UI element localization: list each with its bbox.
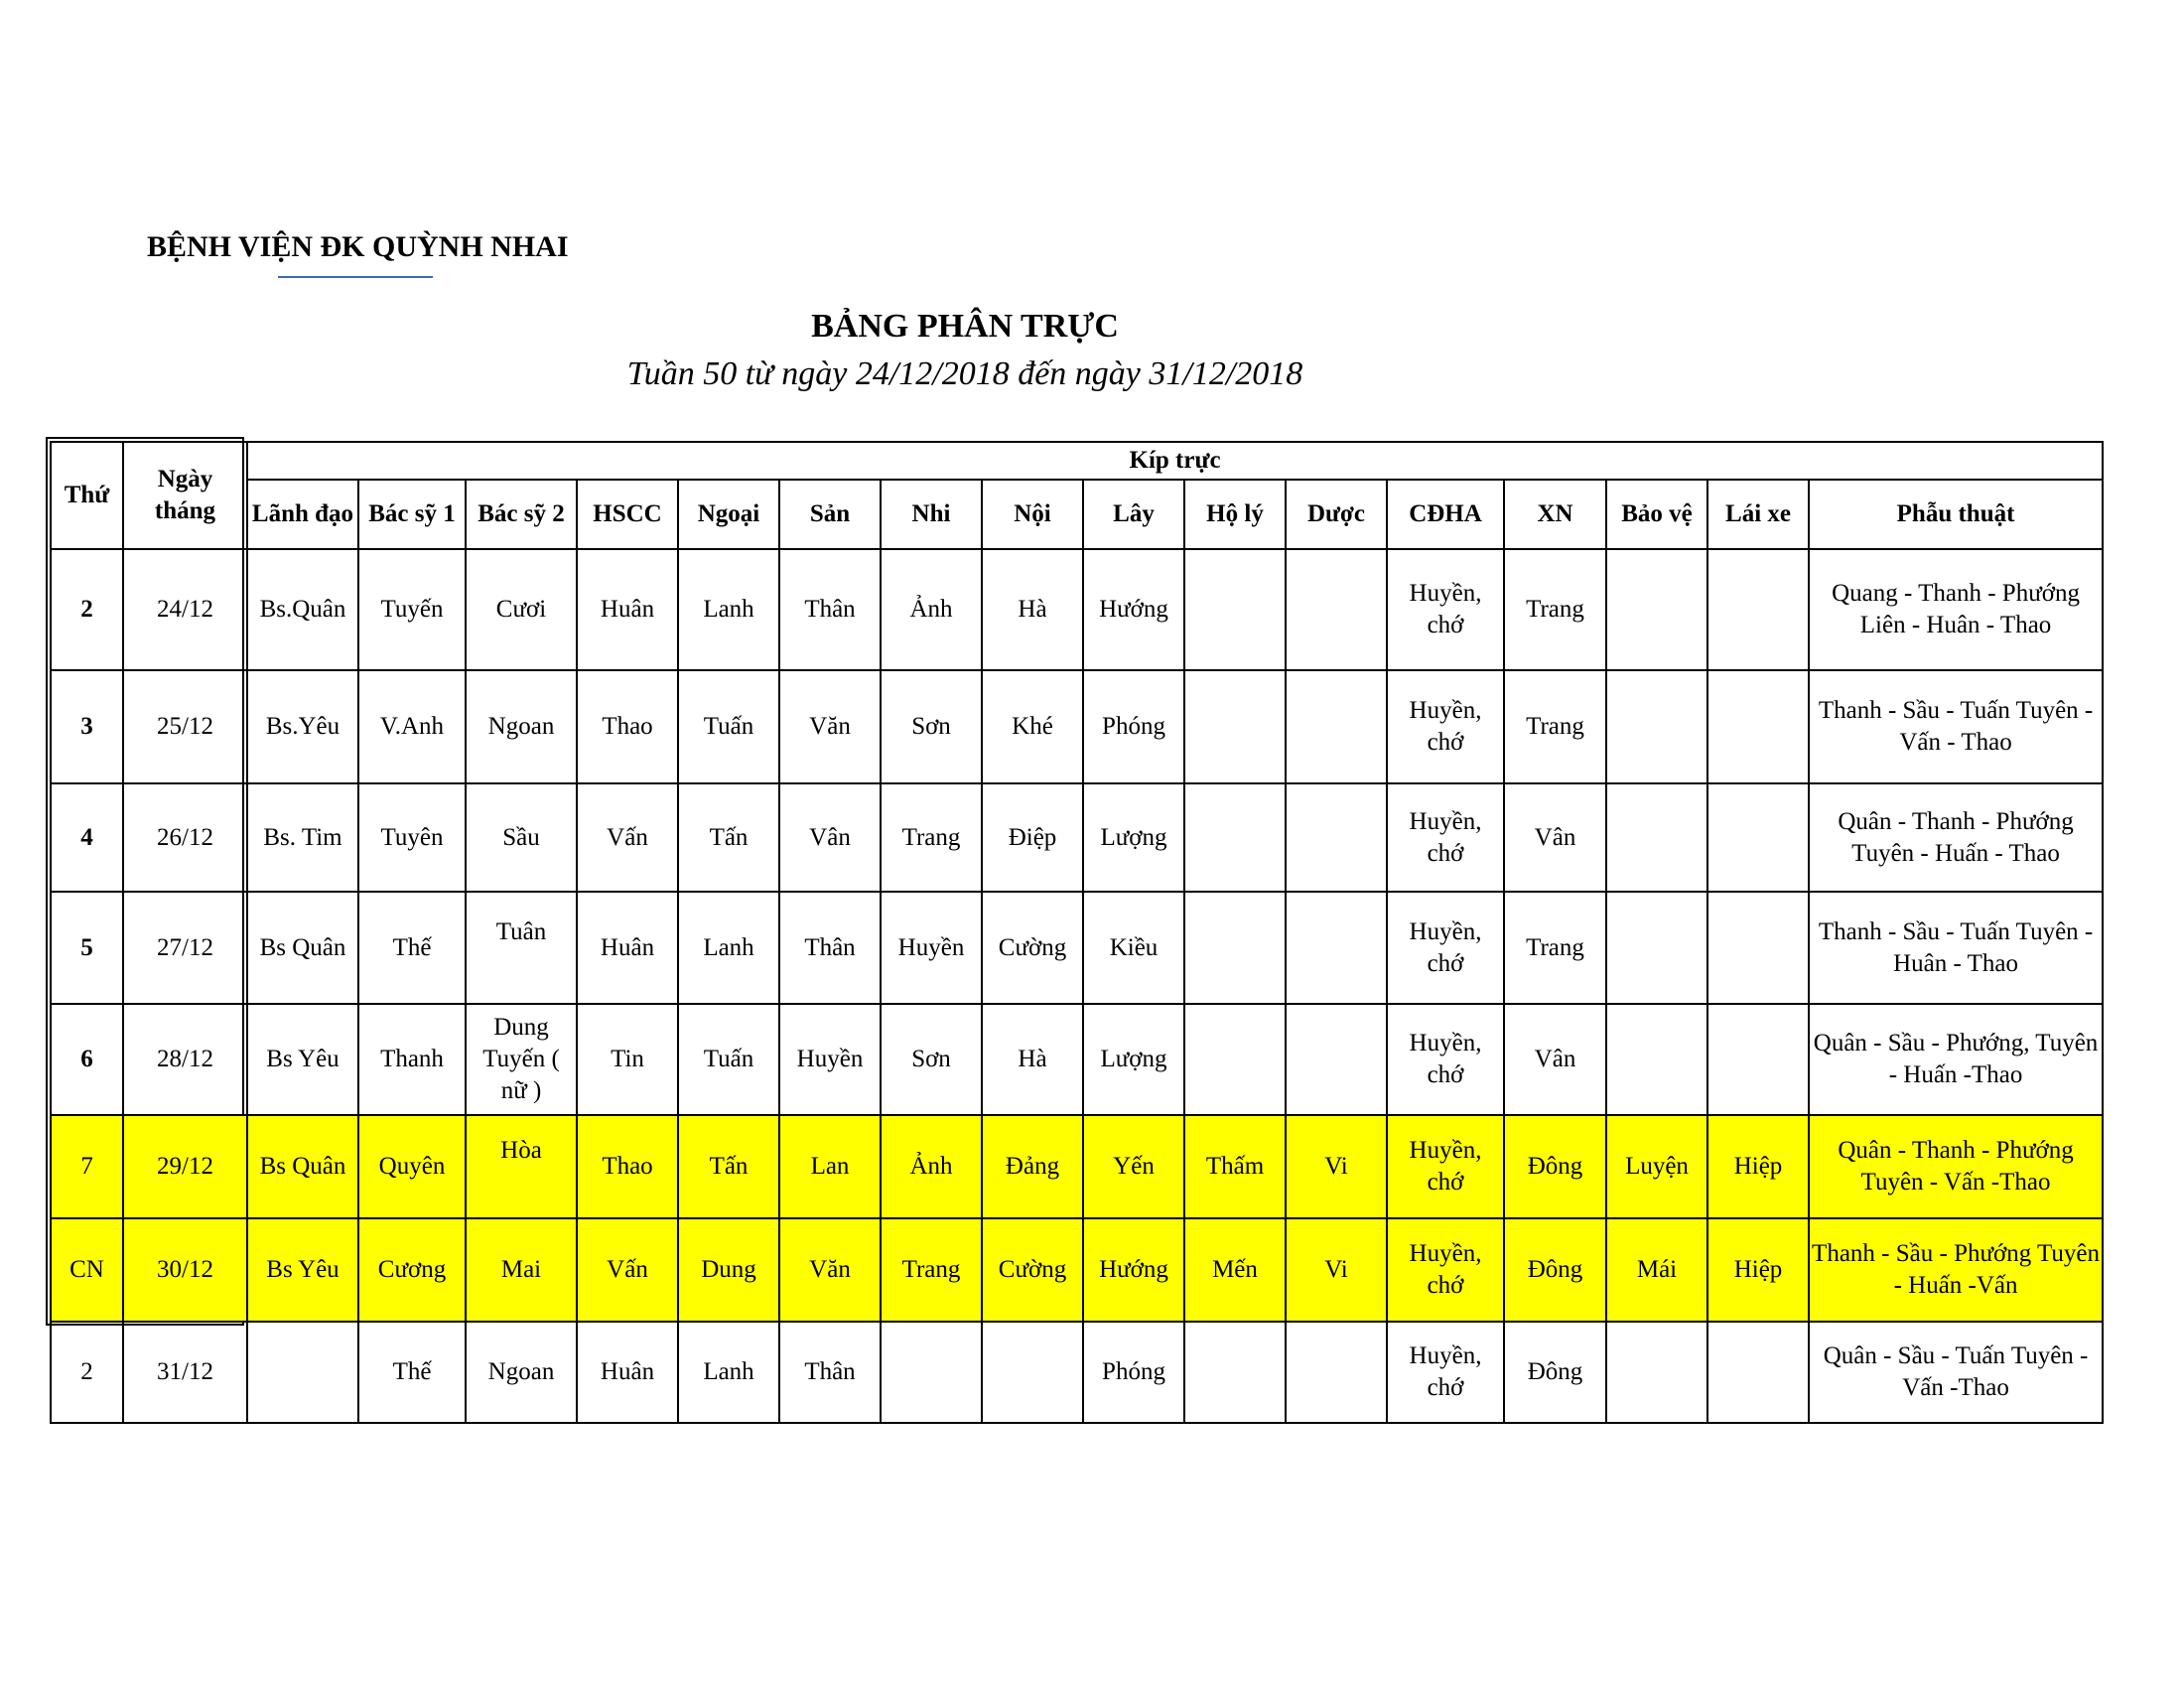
header-col-0: Lãnh đạo (247, 480, 358, 549)
hospital-underline (278, 276, 433, 278)
cell-san: Thân (779, 892, 881, 1004)
cell-lai-xe (1707, 549, 1809, 670)
cell-ngoai: Lanh (678, 1322, 779, 1423)
cell-ho-ly (1184, 549, 1286, 670)
cell-lay: Lượng (1083, 1004, 1184, 1115)
header-col-1: Bác sỹ 1 (358, 480, 466, 549)
header-col-3: HSCC (577, 480, 678, 549)
cell-bao-ve (1606, 1322, 1707, 1423)
cell-cdha: Huyền, chớ (1387, 1218, 1504, 1322)
cell-lay: Hướng (1083, 1218, 1184, 1322)
cell-xn: Đông (1504, 1115, 1606, 1218)
cell-san: Thân (779, 549, 881, 670)
cell-xn: Đông (1504, 1218, 1606, 1322)
header-col-2: Bác sỹ 2 (466, 480, 577, 549)
cell-lanh-dao: Bs.Quân (247, 549, 358, 670)
cell-hscc: Huân (577, 1322, 678, 1423)
header-col-5: Sản (779, 480, 881, 549)
table-row (51, 1115, 2103, 1218)
cell-san: Văn (779, 1218, 881, 1322)
cell-thu: 6 (51, 1004, 123, 1115)
cell-cdha: Huyền, chớ (1387, 1004, 1504, 1115)
cell-phau-thuat: Thanh - Sầu - Tuấn Tuyên - Vấn - Thao (1809, 670, 2103, 783)
header-col-12: XN (1504, 480, 1606, 549)
cell-nhi: Sơn (881, 1004, 982, 1115)
duty-roster-table (50, 441, 2104, 1424)
cell-hscc: Vấn (577, 783, 678, 892)
header-col-13: Bảo vệ (1606, 480, 1707, 549)
table-row (51, 1218, 2103, 1322)
cell-bs2: Sầu (466, 783, 577, 892)
header-col-14: Lái xe (1707, 480, 1809, 549)
cell-ngay: 24/12 (123, 549, 247, 670)
table-row (51, 1004, 2103, 1115)
cell-xn: Trang (1504, 549, 1606, 670)
table-row (51, 892, 2103, 1004)
header-col-10: Dược (1286, 480, 1387, 549)
cell-nhi: Trang (881, 1218, 982, 1322)
cell-text: Tuân (495, 917, 547, 945)
cell-lay: Lượng (1083, 783, 1184, 892)
cell-noi: Đảng (982, 1115, 1083, 1218)
cell-hscc: Vấn (577, 1218, 678, 1322)
cell-san: Vân (779, 783, 881, 892)
cell-ngay: 27/12 (123, 892, 247, 1004)
cell-ngoai: Tấn (678, 783, 779, 892)
cell-nhi: Ảnh (881, 1115, 982, 1218)
cell-lay: Kiều (1083, 892, 1184, 1004)
cell-duoc (1286, 892, 1387, 1004)
cell-cdha: Huyền, chớ (1387, 549, 1504, 670)
cell-bs1: Cương (358, 1218, 466, 1322)
cell-lai-xe: Hiệp (1707, 1218, 1809, 1322)
cell-phau-thuat: Quân - Sầu - Phướng, Tuyên - Huấn -Thao (1809, 1004, 2103, 1115)
cell-san: Huyền (779, 1004, 881, 1115)
cell-bs1: V.Anh (358, 670, 466, 783)
cell-hscc: Tin (577, 1004, 678, 1115)
cell-nhi: Huyền (881, 892, 982, 1004)
cell-lai-xe (1707, 670, 1809, 783)
cell-bao-ve (1606, 892, 1707, 1004)
cell-bs2: Mai (466, 1218, 577, 1322)
cell-lanh-dao: Bs Yêu (247, 1004, 358, 1115)
cell-phau-thuat: Quân - Sầu - Tuấn Tuyên - Vấn -Thao (1809, 1322, 2103, 1423)
cell-ngay: 30/12 (123, 1218, 247, 1322)
hospital-name: BỆNH VIỆN ĐK QUỲNH NHAI (147, 230, 569, 263)
cell-nhi: Ảnh (881, 549, 982, 670)
cell-hscc: Thao (577, 1115, 678, 1218)
document-title: BẢNG PHÂN TRỰC (811, 308, 1119, 345)
header-col-11: CĐHA (1387, 480, 1504, 549)
cell-noi: Khé (982, 670, 1083, 783)
header-col-15: Phẫu thuật (1809, 480, 2103, 549)
header-col-7: Nội (982, 480, 1083, 549)
cell-duoc (1286, 783, 1387, 892)
cell-cdha: Huyền, chớ (1387, 892, 1504, 1004)
cell-bs2: Ngoan (466, 670, 577, 783)
cell-xn: Trang (1504, 892, 1606, 1004)
cell-phau-thuat: Thanh - Sầu - Tuấn Tuyên - Huân - Thao (1809, 892, 2103, 1004)
cell-thu: 3 (51, 670, 123, 783)
cell-bs2 (466, 1115, 577, 1218)
cell-hscc: Huân (577, 549, 678, 670)
cell-thu: CN (51, 1218, 123, 1322)
cell-ho-ly (1184, 892, 1286, 1004)
cell-bs1: Tuyên (358, 783, 466, 892)
cell-thu: 2 (51, 549, 123, 670)
cell-ngoai: Lanh (678, 549, 779, 670)
cell-phau-thuat: Quân - Thanh - Phướng Tuyên - Huấn - Thao (1809, 783, 2103, 892)
cell-lanh-dao: Bs Quân (247, 892, 358, 1004)
cell-noi: Hà (982, 1004, 1083, 1115)
cell-ngoai: Tuấn (678, 1004, 779, 1115)
cell-ngay: 25/12 (123, 670, 247, 783)
cell-duoc (1286, 670, 1387, 783)
cell-lai-xe (1707, 892, 1809, 1004)
table-row (51, 549, 2103, 670)
cell-ho-ly (1184, 1004, 1286, 1115)
cell-noi: Hà (982, 549, 1083, 670)
cell-cdha: Huyền, chớ (1387, 1115, 1504, 1218)
cell-duoc (1286, 1322, 1387, 1423)
cell-thu: 5 (51, 892, 123, 1004)
cell-ho-ly (1184, 670, 1286, 783)
cell-noi: Cường (982, 892, 1083, 1004)
cell-phau-thuat: Quân - Thanh - Phướng Tuyên - Vấn -Thao (1809, 1115, 2103, 1218)
cell-nhi: Trang (881, 783, 982, 892)
cell-lanh-dao (247, 1322, 358, 1423)
cell-nhi: Sơn (881, 670, 982, 783)
cell-lay: Yến (1083, 1115, 1184, 1218)
cell-bao-ve: Mái (1606, 1218, 1707, 1322)
cell-duoc (1286, 1004, 1387, 1115)
cell-bao-ve (1606, 1004, 1707, 1115)
cell-nhi (881, 1322, 982, 1423)
cell-lay: Phóng (1083, 1322, 1184, 1423)
cell-bao-ve (1606, 783, 1707, 892)
cell-ngay: 26/12 (123, 783, 247, 892)
cell-hscc: Huân (577, 892, 678, 1004)
cell-bs1: Thanh (358, 1004, 466, 1115)
header-col-8: Lây (1083, 480, 1184, 549)
cell-ho-ly (1184, 1322, 1286, 1423)
cell-ho-ly: Mến (1184, 1218, 1286, 1322)
cell-thu: 7 (51, 1115, 123, 1218)
cell-bao-ve: Luyện (1606, 1115, 1707, 1218)
cell-ngay: 29/12 (123, 1115, 247, 1218)
cell-lanh-dao: Bs Yêu (247, 1218, 358, 1322)
cell-san: Lan (779, 1115, 881, 1218)
cell-ngoai: Dung (678, 1218, 779, 1322)
cell-ho-ly: Thấm (1184, 1115, 1286, 1218)
cell-thu: 4 (51, 783, 123, 892)
table-row (51, 1322, 2103, 1423)
header-col-4: Ngoại (678, 480, 779, 549)
cell-xn: Vân (1504, 783, 1606, 892)
cell-xn: Vân (1504, 1004, 1606, 1115)
cell-lai-xe (1707, 783, 1809, 892)
cell-bao-ve (1606, 670, 1707, 783)
cell-bs1: Thế (358, 892, 466, 1004)
cell-duoc (1286, 549, 1387, 670)
cell-bs1: Quyên (358, 1115, 466, 1218)
cell-phau-thuat: Quang - Thanh - Phướng Liên - Huân - Thao (1809, 549, 2103, 670)
cell-noi: Điệp (982, 783, 1083, 892)
cell-cdha: Huyền, chớ (1387, 1322, 1504, 1423)
cell-bao-ve (1606, 549, 1707, 670)
cell-lay: Hướng (1083, 549, 1184, 670)
cell-duoc: Vi (1286, 1218, 1387, 1322)
cell-text: Hòa (500, 1137, 542, 1164)
cell-cdha: Huyền, chớ (1387, 783, 1504, 892)
cell-bs1: Thế (358, 1322, 466, 1423)
cell-thu: 2 (51, 1322, 123, 1423)
cell-xn: Trang (1504, 670, 1606, 783)
cell-noi (982, 1322, 1083, 1423)
cell-lai-xe: Hiệp (1707, 1115, 1809, 1218)
cell-cdha: Huyền, chớ (1387, 670, 1504, 783)
cell-bs1: Tuyến (358, 549, 466, 670)
cell-ngoai: Tuấn (678, 670, 779, 783)
cell-duoc: Vi (1286, 1115, 1387, 1218)
cell-lai-xe (1707, 1004, 1809, 1115)
header-thu: Thứ (51, 442, 123, 549)
cell-lanh-dao: Bs.Yêu (247, 670, 358, 783)
cell-hscc: Thao (577, 670, 678, 783)
cell-bs2 (466, 892, 577, 1004)
header-col-9: Hộ lý (1184, 480, 1286, 549)
cell-ngoai: Lanh (678, 892, 779, 1004)
cell-bs2: Ngoan (466, 1322, 577, 1423)
table-row (51, 783, 2103, 892)
cell-ngay: 31/12 (123, 1322, 247, 1423)
cell-bs2: Dung Tuyến ( nữ ) (466, 1004, 577, 1115)
cell-ho-ly (1184, 783, 1286, 892)
cell-san: Văn (779, 670, 881, 783)
cell-lay: Phóng (1083, 670, 1184, 783)
cell-ngay: 28/12 (123, 1004, 247, 1115)
cell-lai-xe (1707, 1322, 1809, 1423)
cell-san: Thân (779, 1322, 881, 1423)
header-col-6: Nhi (881, 480, 982, 549)
header-ngay-thang: Ngày tháng (123, 442, 247, 549)
cell-xn: Đông (1504, 1322, 1606, 1423)
cell-lanh-dao: Bs Quân (247, 1115, 358, 1218)
cell-lanh-dao: Bs. Tim (247, 783, 358, 892)
header-kip-truc: Kíp trực (247, 442, 2103, 480)
cell-phau-thuat: Thanh - Sầu - Phướng Tuyên - Huấn -Vấn (1809, 1218, 2103, 1322)
cell-bs2: Cươi (466, 549, 577, 670)
cell-ngoai: Tấn (678, 1115, 779, 1218)
document-subtitle: Tuần 50 từ ngày 24/12/2018 đến ngày 31/12/2018 (626, 355, 1303, 392)
cell-noi: Cường (982, 1218, 1083, 1322)
table-row (51, 670, 2103, 783)
